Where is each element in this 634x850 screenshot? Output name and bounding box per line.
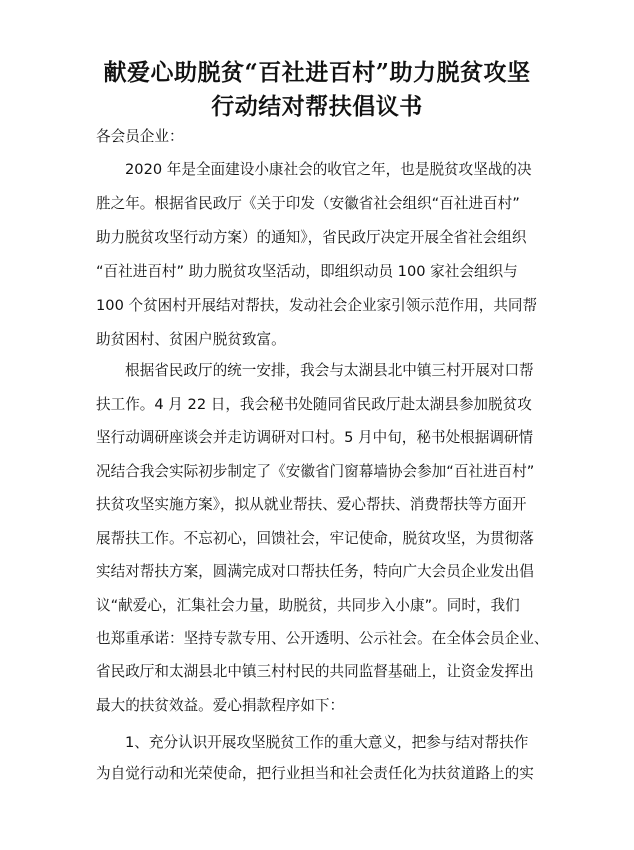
body-line: 也郑重承诺：坚持专款专用、公开透明、公示社会。在全体会员企业、: [96, 630, 549, 647]
document-title-line-1: 献爱心助脱贫“百社进百村”助力脱贫攻坚: [103, 59, 531, 86]
body-line: 省民政厅和太湖县北中镇三村村民的共同监督基础上，让资金发挥出: [96, 663, 534, 680]
body-line: 坚行动调研座谈会并走访调研对口村。5 月中旬，秘书处根据调研情: [96, 429, 534, 446]
body-line: 况结合我会实际初步制定了《安徽省门窗幕墙协会参加“百社进百村”: [96, 463, 535, 480]
body-line: 最大的扶贫效益。爱心捐款程序如下：: [96, 697, 345, 714]
body-line: 扶工作。4 月 22 日，我会秘书处随同省民政厅赴太湖县参加脱贫攻: [96, 396, 532, 413]
document-title-line-2: 行动结对帮扶倡议书: [211, 93, 423, 120]
body-line: 根据省民政厅的统一安排，我会与太湖县北中镇三村开展对口帮: [125, 362, 534, 379]
body-line: 1、充分认识开展攻坚脱贫工作的重大意义，把参与结对帮扶作: [125, 734, 529, 751]
body-line: 胜之年。根据省民政厅《关于印发（安徽省社会组织“百社进百村”: [96, 195, 520, 212]
body-line: “百社进百村” 助力脱贫攻坚活动，即组织动员 100 家社会组织与: [96, 263, 518, 280]
salutation: 各会员企业：: [96, 128, 184, 145]
body-line: 展帮扶工作。不忘初心，回馈社会，牢记使命，脱贫攻坚，为贯彻落: [96, 530, 534, 547]
body-line: 助贫困村、贫困户脱贫致富。: [96, 331, 286, 348]
body-line: 为自觉行动和光荣使命，把行业担当和社会责任化为扶贫道路上的实: [96, 765, 534, 782]
body-line: 2020 年是全面建设小康社会的收官之年，也是脱贫攻坚战的决: [125, 161, 532, 178]
body-line: 100 个贫困村开展结对帮扶，发动社会企业家引领示范作用，共同帮: [96, 297, 538, 314]
body-line: 实结对帮扶方案，圆满完成对口帮扶任务，特向广大会员企业发出倡: [96, 563, 534, 580]
body-line: 助力脱贫攻坚行动方案）的通知》，省民政厅决定开展全省社会组织: [96, 229, 527, 246]
body-line: 扶贫攻坚实施方案》，拟从就业帮扶、爱心帮扶、消费帮扶等方面开: [96, 496, 527, 513]
body-line: 议“献爱心，汇集社会力量，助脱贫，共同步入小康”。同时，我们: [96, 597, 520, 614]
